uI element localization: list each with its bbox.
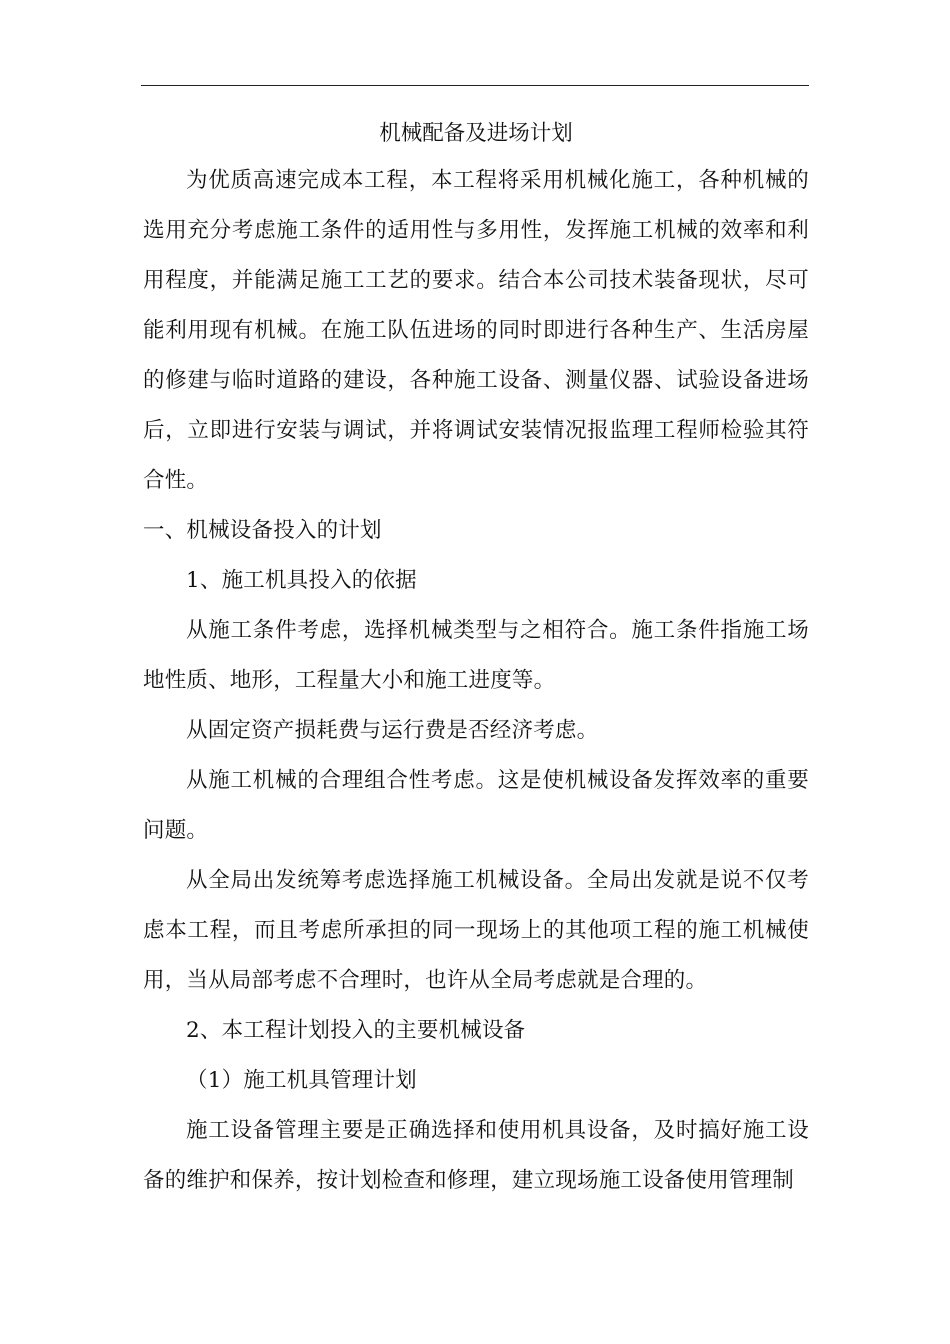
section-heading-1: 一、机械设备投入的计划	[143, 518, 382, 543]
document-body	[143, 112, 809, 1206]
document-title: 机械配备及进场计划	[379, 121, 573, 146]
paragraph-intro: 为优质高速完成本工程，本工程将采用机械化施工，各种机械的选用充分考虑施工条件的适用性与多用性，发挥施工机械的效率和利用程度，并能满足施工工艺的要求。结合本公司技术装备现状，尽可能利用现有机械。在施工队伍进场的同时即进行各种生产、生活房屋的修建与临时道路的建设，各种施工设备、测量仪器、试验设备进场后，立即进行安装与调试，并将调试安装情况报监理工程师检验其符合性。	[143, 168, 809, 493]
paragraph-construction-conditions: 从施工条件考虑，选择机械类型与之相符合。施工条件指施工场地性质、地形，工程量大小和施工进度等。	[143, 618, 809, 693]
paragraph-machine-combination: 从施工机械的合理组合性考虑。这是使机械设备发挥效率的重要问题。	[143, 768, 809, 843]
paragraph-equipment-management: 施工设备管理主要是正确选择和使用机具设备，及时搞好施工设备的维护和保养，按计划检查和修理，建立现场施工设备使用管理制	[143, 1118, 809, 1193]
subsection-heading-1: 1、施工机具投入的依据	[186, 568, 417, 593]
paragraph-overall-planning: 从全局出发统筹考虑选择施工机械设备。全局出发就是说不仅考虑本工程，而且考虑所承担的同一现场上的其他项工程的施工机械使用，当从局部考虑不合理时，也许从全局考虑就是合理的。	[143, 868, 809, 993]
subsubsection-heading-1: （1）施工机具管理计划	[186, 1068, 417, 1093]
paragraph-fixed-assets: 从固定资产损耗费与运行费是否经济考虑。	[186, 718, 599, 743]
header-rule	[141, 85, 809, 86]
subsection-heading-2: 2、本工程计划投入的主要机械设备	[186, 1018, 526, 1043]
